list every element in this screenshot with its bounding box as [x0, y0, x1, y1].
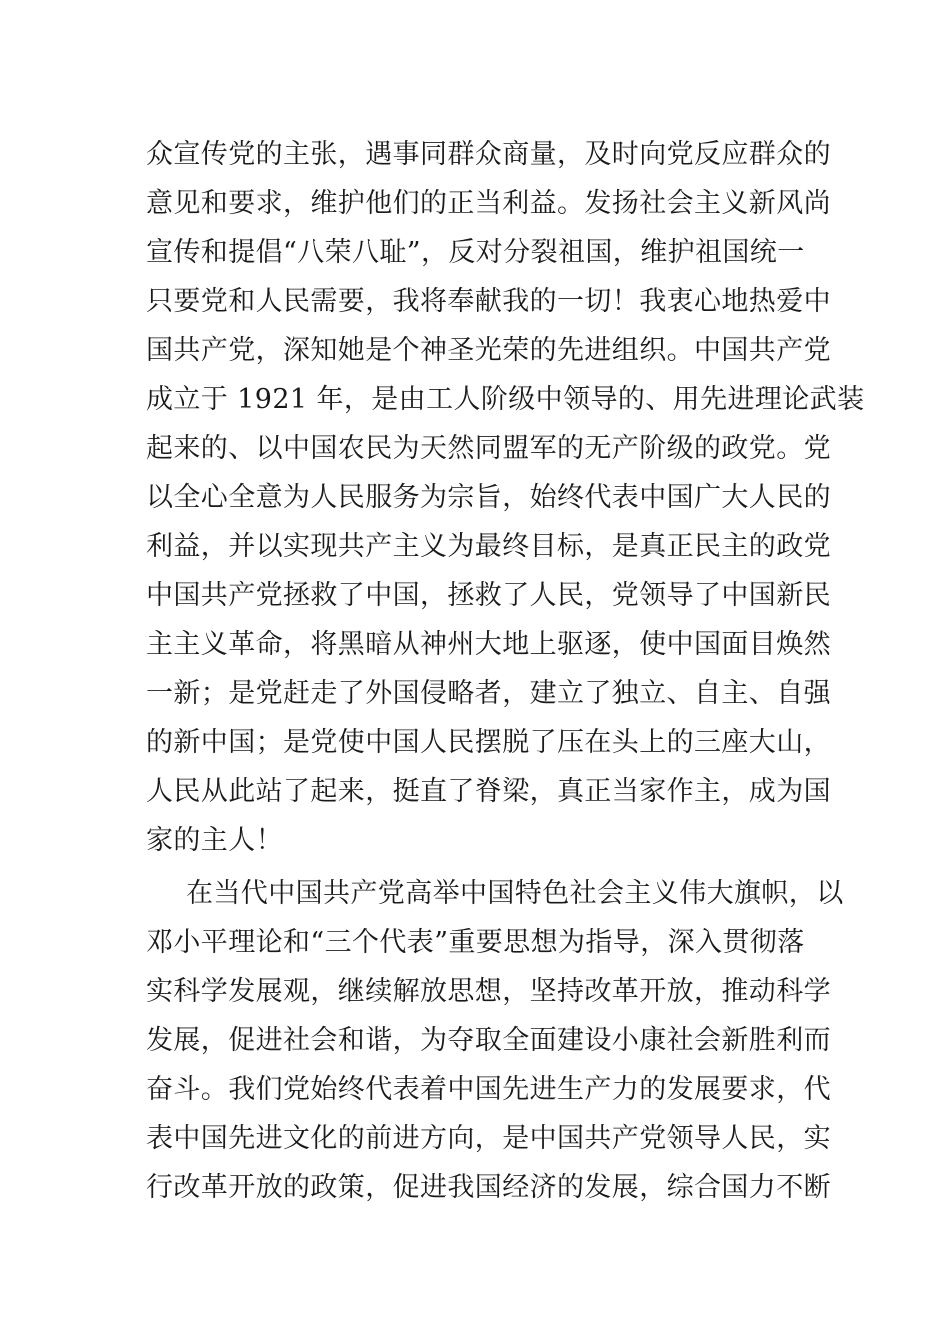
text-line-19: 发展，促进社会和谐，为夺取全面建设小康社会新胜利而 [146, 1025, 831, 1056]
text-line-1: 众宣传党的主张，遇事同群众商量，及时向党反应群众的 [146, 139, 831, 170]
body-text [146, 130, 865, 1212]
text-line-4: 只要党和人民需要，我将奉献我的一切！我衷心地热爱中 [146, 286, 831, 317]
text-line-2: 意见和要求，维护他们的正当利益。发扬社会主义新风尚 [146, 188, 831, 219]
text-line-7: 起来的、以中国农民为天然同盟军的无产阶级的政党。党 [146, 433, 831, 464]
text-line-11: 主主义革命，将黑暗从神州大地上驱逐，使中国面目焕然 [146, 629, 831, 660]
text-line-14: 人民从此站了起来，挺直了脊梁，真正当家作主，成为国 [146, 776, 831, 807]
text-line-6: 成立于 1921 年，是由工人阶级中领导的、用先进理论武装 [146, 384, 865, 415]
text-line-3: 宣传和提倡“八荣八耻”，反对分裂祖国，维护祖国统一 [146, 237, 805, 268]
text-line-12: 一新；是党赶走了外国侵略者，建立了独立、自主、自强 [146, 678, 831, 709]
text-line-18: 实科学发展观，继续解放思想，坚持改革开放，推动科学 [146, 976, 831, 1007]
text-line-17: 邓小平理论和“三个代表”重要思想为指导，深入贯彻落 [146, 927, 805, 958]
text-line-22: 行改革开放的政策，促进我国经济的发展，综合国力不断 [146, 1172, 831, 1203]
text-line-13: 的新中国；是党使中国人民摆脱了压在头上的三座大山， [146, 727, 831, 758]
text-line-10: 中国共产党拯救了中国，拯救了人民，党领导了中国新民 [146, 580, 831, 611]
text-line-9: 利益，并以实现共产主义为最终目标，是真正民主的政党 [146, 531, 831, 562]
text-line-20: 奋斗。我们党始终代表着中国先进生产力的发展要求，代 [146, 1074, 831, 1105]
text-line-21: 表中国先进文化的前进方向，是中国共产党领导人民，实 [146, 1123, 831, 1154]
text-line-15: 家的主人！ [146, 825, 283, 856]
text-line-5: 国共产党，深知她是个神圣光荣的先进组织。中国共产党 [146, 335, 831, 366]
text-line-16: 在当代中国共产党高举中国特色社会主义伟大旗帜，以 [186, 878, 844, 909]
text-line-8: 以全心全意为人民服务为宗旨，始终代表中国广大人民的 [146, 482, 831, 513]
